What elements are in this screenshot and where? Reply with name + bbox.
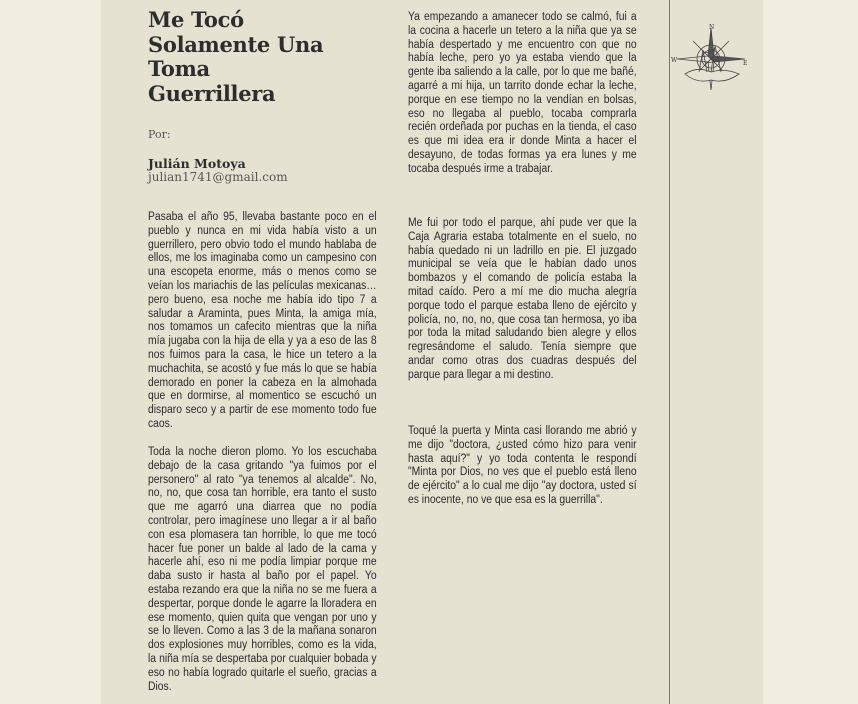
compass-east-label: E xyxy=(743,60,748,67)
compass-north-label: N xyxy=(709,24,715,31)
paragraph-2: Toda la noche dieron plomo. Yo los escuchaba debajo de la casa gritando "ya fuimos por el personero" al rato "ya tenemos al alcalde". No, no, no, que cosa tan horrible, era tanto el susto que me agarró una diarrea que no podía controlar, pero imagínese uno llegar a ir al baño con esa plomasera tan horrible, lo que me tocó hacer fue poner un balde al lado de la cama y hacerle ahí, eso ni me podía limpiar porque me daba susto ir hasta al baño por el papel. Yo estaba rezando era que la niña no se me fuera a despertar, porque donde le agarre la lloradera en ese momento, quien quita que vengan por uno y se lo lleven. Como a las 3 de la mañana sonaron dos explosiones muy horribles, como es la vida, la niña mía se despertaba por cualquier bobada y eso no había logrado quitarle el sueño, gracias a Dios. xyxy=(148,446,377,693)
paragraph-1: Pasaba el año 95, llevaba bastante poco en el pueblo y nunca en mi vida había visto a un guerrillero, pero obvio todo el mundo hablaba de ellos, me los imaginaba como un campesino con una escopeta enorme, más o menos como se veían los mariachis de las películas mexicanas… pero bueno, esa noche me había ido tipo 7 a saludar a Araminta, pues Minta, la amiga mía, nos tomamos un cafecito mientras que la niña mía jugaba con la hija de ella y ya a eso de las 8 nos fuimos para la casa, le hice un tetero a la muchachita, se acostó y fue más lo que se había demorado en poner la cabeza en la almohada que en dormirse, al momentico se escuchó un disparo seco y a partir de ese momento todo fue caos. xyxy=(148,211,377,430)
compass-rose-ship-icon xyxy=(667,22,751,94)
article-title: Me Tocó Solamente Una Toma Guerrillera xyxy=(148,7,324,106)
paragraph-4: Me fui por todo el parque, ahí pude ver que la Caja Agraria estaba totalmente en el suelo, no había quedado ni un ladrillo en pie. El juzgado municipal se veía que le habían dado unos bombazos y el comando de policía estaba la mitad caído. Pero a mí me dio mucha alegría porque todo el parque estaba lleno de ejército y policía, no, no, no, que cosa tan hermosa, yo iba por toda la mitad saludando bien alegre y ellos regresándome el saludo. Tenía siempre que andar como otras dos cuadras después del parque para llegar a mi destino. xyxy=(408,217,637,381)
author-email: julian1741@gmail.com xyxy=(148,170,288,184)
author-name: Julián Motoya xyxy=(148,156,246,171)
byline-label: Por: xyxy=(148,128,171,141)
paragraph-3: Ya empezando a amanecer todo se calmó, fui a la cocina a hacerle un tetero a la niña que ya se había despertado y me encuentro con que no había leche, pero yo ya estaba viendo que la gente iba saliendo a la calle, por lo que me bañé, agarré a mi hija, un tarrito donde echar la leche, porque en ese tiempo no la vendían en bolsas, eso no llegaba al pueblo, tocaba comprarla recién ordeñada por puchas en la tienda, el caso es que mi idea era ir donde Minta a hacer el desayuno, de todas formas ya era lunes y me tocaba después irme a trabajar. xyxy=(408,11,637,175)
paragraph-5: Toqué la puerta y Minta casi llorando me abrió y me dijo "doctora, ¿usted cómo hizo para venir hasta aquí?" y yo toda contenta le respondí "Minta por Dios, no ves que el pueblo está lleno de ejército" a lo cual me dijo "ay doctora, usted sí es inocente, no ve que esa es la guerrilla". xyxy=(408,425,637,506)
compass-west-label: W xyxy=(671,57,678,64)
page-edge-rule xyxy=(669,0,670,704)
